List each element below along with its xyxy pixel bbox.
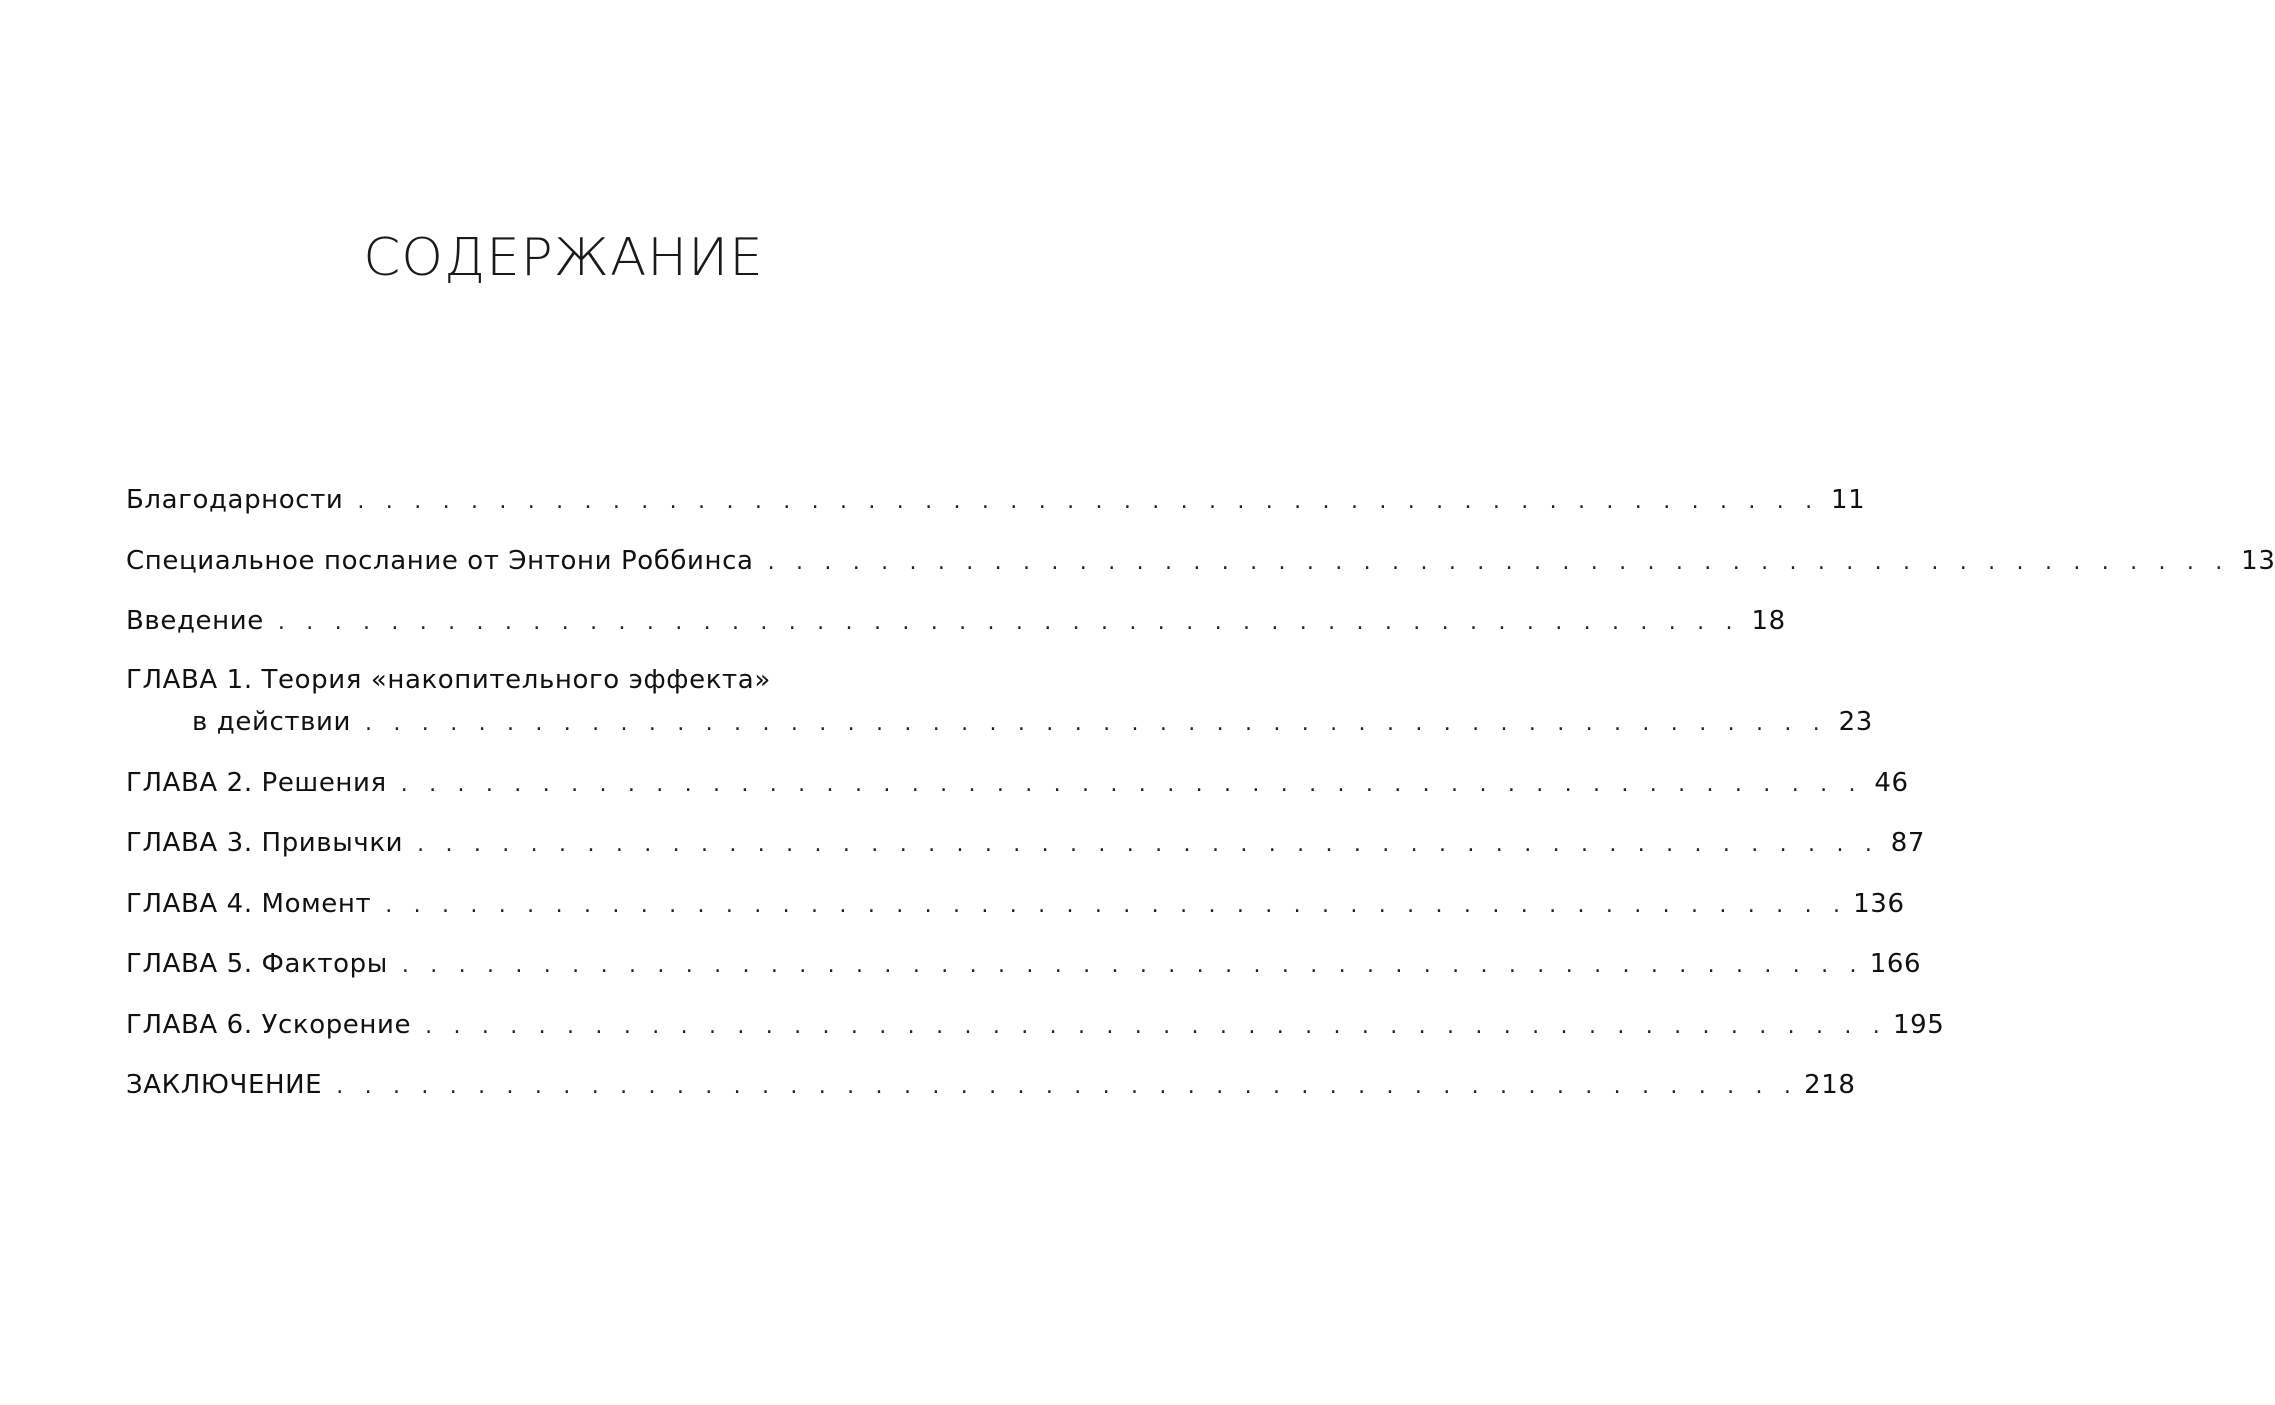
table-of-contents [126, 478, 2275, 1124]
toc-leader-dots: . . . . . . . . . . . . . . . . . . . . . . . . . . . . . . . . . . . . . . . . . . . . . . . . . . . . [357, 489, 1820, 514]
toc-entry-page: 218 [1804, 1070, 1856, 1100]
toc-entry-label: ГЛАВА 3. Привычки [126, 828, 404, 858]
toc-entry-page: 166 [1869, 949, 1922, 979]
toc-entry-page: 136 [1853, 888, 1905, 919]
toc-entry-chapter-2[interactable] [126, 761, 1909, 822]
toc-entry-page: 195 [1893, 1009, 1945, 1040]
toc-entry-introduction[interactable] [126, 599, 1786, 660]
toc-leader-dots: . . . . . . . . . . . . . . . . . . . . . . . . . . . . . . . . . . . . . . . . . . . . . . . . . . . . [365, 710, 1827, 736]
toc-entry-page: 46 [1874, 767, 1909, 798]
toc-leader-dots: . . . . . . . . . . . . . . . . . . . . . . . . . . . . . . . . . . . . . . . . . . . . . . . . . . . . [400, 771, 1863, 797]
toc-leader-dots: . . . . . . . . . . . . . . . . . . . . . . . . . . . . . . . . . . . . . . . . . . . . . . . . . . . . [401, 953, 1864, 978]
toc-entry-conclusion[interactable] [126, 1063, 1856, 1124]
toc-leader-dots: . . . . . . . . . . . . . . . . . . . . . . . . . . . . . . . . . . . . . . . . . . . . . . . . . . . . [277, 610, 1740, 635]
toc-entry-page: 11 [1831, 485, 1866, 515]
toc-entry-label: ГЛАВА 4. Момент [126, 888, 372, 919]
toc-entry-page: 18 [1751, 606, 1786, 636]
toc-entry-label: ЗАКЛЮЧЕНИЕ [126, 1070, 323, 1100]
toc-entry-acknowledgements[interactable] [126, 478, 1866, 539]
toc-entry-chapter-6[interactable] [126, 1003, 1945, 1064]
toc-entry-label: ГЛАВА 6. Ускорение [126, 1009, 412, 1040]
toc-entry-chapter-1[interactable] [126, 660, 1873, 761]
toc-entry-label: Введение [126, 606, 264, 636]
page-title: СОДЕРЖАНИЕ [363, 228, 764, 288]
toc-leader-dots: . . . . . . . . . . . . . . . . . . . . . . . . . . . . . . . . . . . . . . . . . . . . . . . . . . . . [425, 1013, 1888, 1039]
toc-leader-dots: . . . . . . . . . . . . . . . . . . . . . . . . . . . . . . . . . . . . . . . . . . . . . . . . . . . . [767, 549, 2230, 575]
toc-leader-dots: . . . . . . . . . . . . . . . . . . . . . . . . . . . . . . . . . . . . . . . . . . . . . . . . . . . . [385, 892, 1848, 918]
toc-entry-chapter-3[interactable] [126, 821, 1926, 882]
toc-entry-label: ГЛАВА 2. Решения [126, 767, 387, 798]
toc-entry-label: Благодарности [126, 485, 344, 515]
toc-entry-chapter-5[interactable] [126, 942, 1922, 1003]
toc-leader-dots: . . . . . . . . . . . . . . . . . . . . . . . . . . . . . . . . . . . . . . . . . . . . . . . . . . . . [336, 1074, 1799, 1099]
toc-entry-page: 23 [1838, 706, 1873, 737]
toc-leader-dots: . . . . . . . . . . . . . . . . . . . . . . . . . . . . . . . . . . . . . . . . . . . . . . . . . . . . [417, 832, 1880, 857]
toc-entry-label: Специальное послание от Энтони Роббинса [126, 545, 754, 576]
toc-entry-label: в действии [192, 706, 352, 737]
toc-entry-label: ГЛАВА 5. Факторы [126, 949, 388, 979]
toc-entry-chapter-4[interactable] [126, 882, 1905, 943]
toc-entry-label-line1: ГЛАВА 1. Теория «накопительного эффекта» [126, 664, 771, 695]
toc-entry-special-message[interactable] [126, 539, 2275, 600]
toc-entry-page: 87 [1890, 828, 1926, 858]
toc-entry-page: 13 [2241, 545, 2275, 576]
